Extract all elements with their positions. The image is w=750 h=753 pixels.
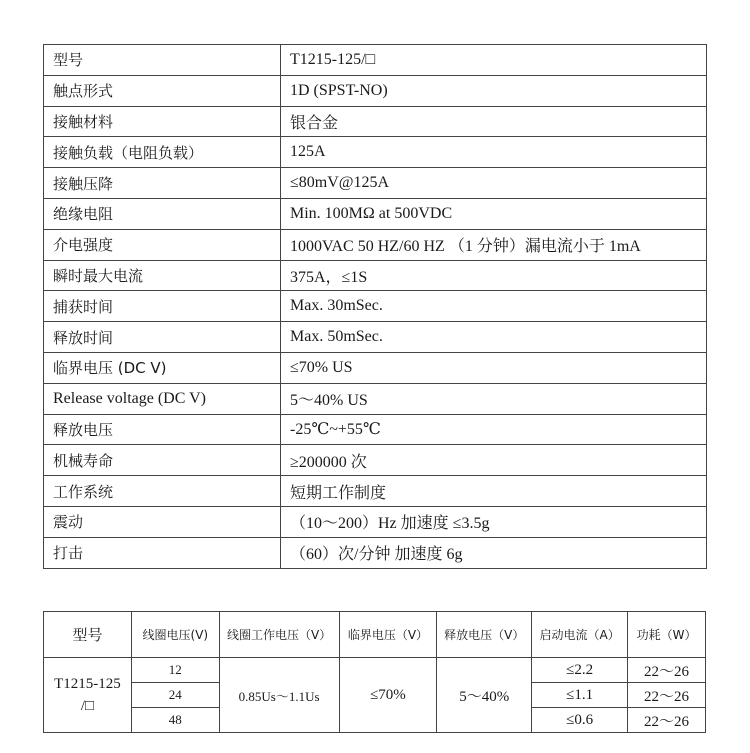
model-suffix: /□ (80, 698, 95, 714)
spec-table (43, 44, 707, 569)
table-header-row (44, 612, 706, 658)
working-voltage-cell: 0.85Us～1.1Us (219, 658, 339, 733)
spec-value: 银合金 (281, 106, 707, 137)
model-cell (44, 658, 132, 733)
coil-voltage-cell: 24 (131, 683, 219, 708)
start-current-cell: ≤1.1 (532, 683, 628, 708)
spec-key: 触点形式 (44, 75, 281, 106)
spec-value: 5～40% US (281, 383, 707, 414)
spec-value: Max. 30mSec. (281, 291, 707, 322)
spec-key: 临界电压 (DC V) (44, 352, 281, 383)
table-row (44, 229, 707, 260)
table-row (44, 414, 707, 445)
spec-value: （60）次/分钟 加速度 6g (281, 537, 707, 568)
header-power: 功耗（W） (628, 612, 706, 658)
model-table (43, 611, 706, 733)
spec-key: 打击 (44, 537, 281, 568)
spec-key: 接触材料 (44, 106, 281, 137)
table-row (44, 352, 707, 383)
table-row (44, 445, 707, 476)
spec-value: Max. 50mSec. (281, 322, 707, 353)
spec-key: 机械寿命 (44, 445, 281, 476)
spec-value: 375A，≤1S (281, 260, 707, 291)
spec-key: 释放电压 (44, 414, 281, 445)
table-row (44, 322, 707, 353)
header-coil-voltage: 线圈电压(V) (131, 612, 219, 658)
spec-value: 125A (281, 137, 707, 168)
spec-value: T1215-125/□ (281, 45, 707, 76)
spec-key: 捕获时间 (44, 291, 281, 322)
model-name: T1215-125 (54, 676, 121, 692)
spec-key: 释放时间 (44, 322, 281, 353)
start-current-cell: ≤0.6 (532, 708, 628, 733)
table-row (44, 537, 707, 568)
power-cell: 22～26 (628, 683, 706, 708)
header-working-voltage: 线圈工作电压（V） (219, 612, 339, 658)
spec-key: 绝缘电阻 (44, 198, 281, 229)
spec-key: 震动 (44, 506, 281, 537)
table-row (44, 476, 707, 507)
coil-voltage-cell: 12 (131, 658, 219, 683)
power-cell: 22～26 (628, 708, 706, 733)
table-row (44, 106, 707, 137)
spec-value: -25℃~+55℃ (281, 414, 707, 445)
spec-value: Min. 100MΩ at 500VDC (281, 198, 707, 229)
header-critical-voltage: 临界电压（V） (339, 612, 437, 658)
spec-value: ≤80mV@125A (281, 168, 707, 199)
spec-value: 1D (SPST-NO) (281, 75, 707, 106)
spec-key: Release voltage (DC V) (44, 383, 281, 414)
table-row (44, 45, 707, 76)
spec-key: 瞬时最大电流 (44, 260, 281, 291)
start-current-cell: ≤2.2 (532, 658, 628, 683)
spec-value: （10～200）Hz 加速度 ≤3.5g (281, 506, 707, 537)
header-start-current: 启动电流（A） (532, 612, 628, 658)
spec-value: ≤70% US (281, 352, 707, 383)
table-row (44, 137, 707, 168)
table-row (44, 168, 707, 199)
spec-key: 型号 (44, 45, 281, 76)
coil-voltage-cell: 48 (131, 708, 219, 733)
critical-voltage-cell: ≤70% (339, 658, 437, 733)
table-row (44, 291, 707, 322)
table-row (44, 658, 706, 683)
table-row (44, 198, 707, 229)
header-model: 型号 (44, 612, 132, 658)
spec-value: 短期工作制度 (281, 476, 707, 507)
header-release-voltage: 释放电压（V） (437, 612, 532, 658)
spec-key: 介电强度 (44, 229, 281, 260)
spec-value: ≥200000 次 (281, 445, 707, 476)
spec-key: 接触负载（电阻负载） (44, 137, 281, 168)
spec-key: 工作系统 (44, 476, 281, 507)
table-row (44, 383, 707, 414)
release-voltage-cell: 5～40% (437, 658, 532, 733)
spec-key: 接触压降 (44, 168, 281, 199)
table-row (44, 260, 707, 291)
spec-value: 1000VAC 50 HZ/60 HZ （1 分钟）漏电流小于 1mA (281, 229, 707, 260)
power-cell: 22～26 (628, 658, 706, 683)
table-row (44, 506, 707, 537)
table-row (44, 75, 707, 106)
